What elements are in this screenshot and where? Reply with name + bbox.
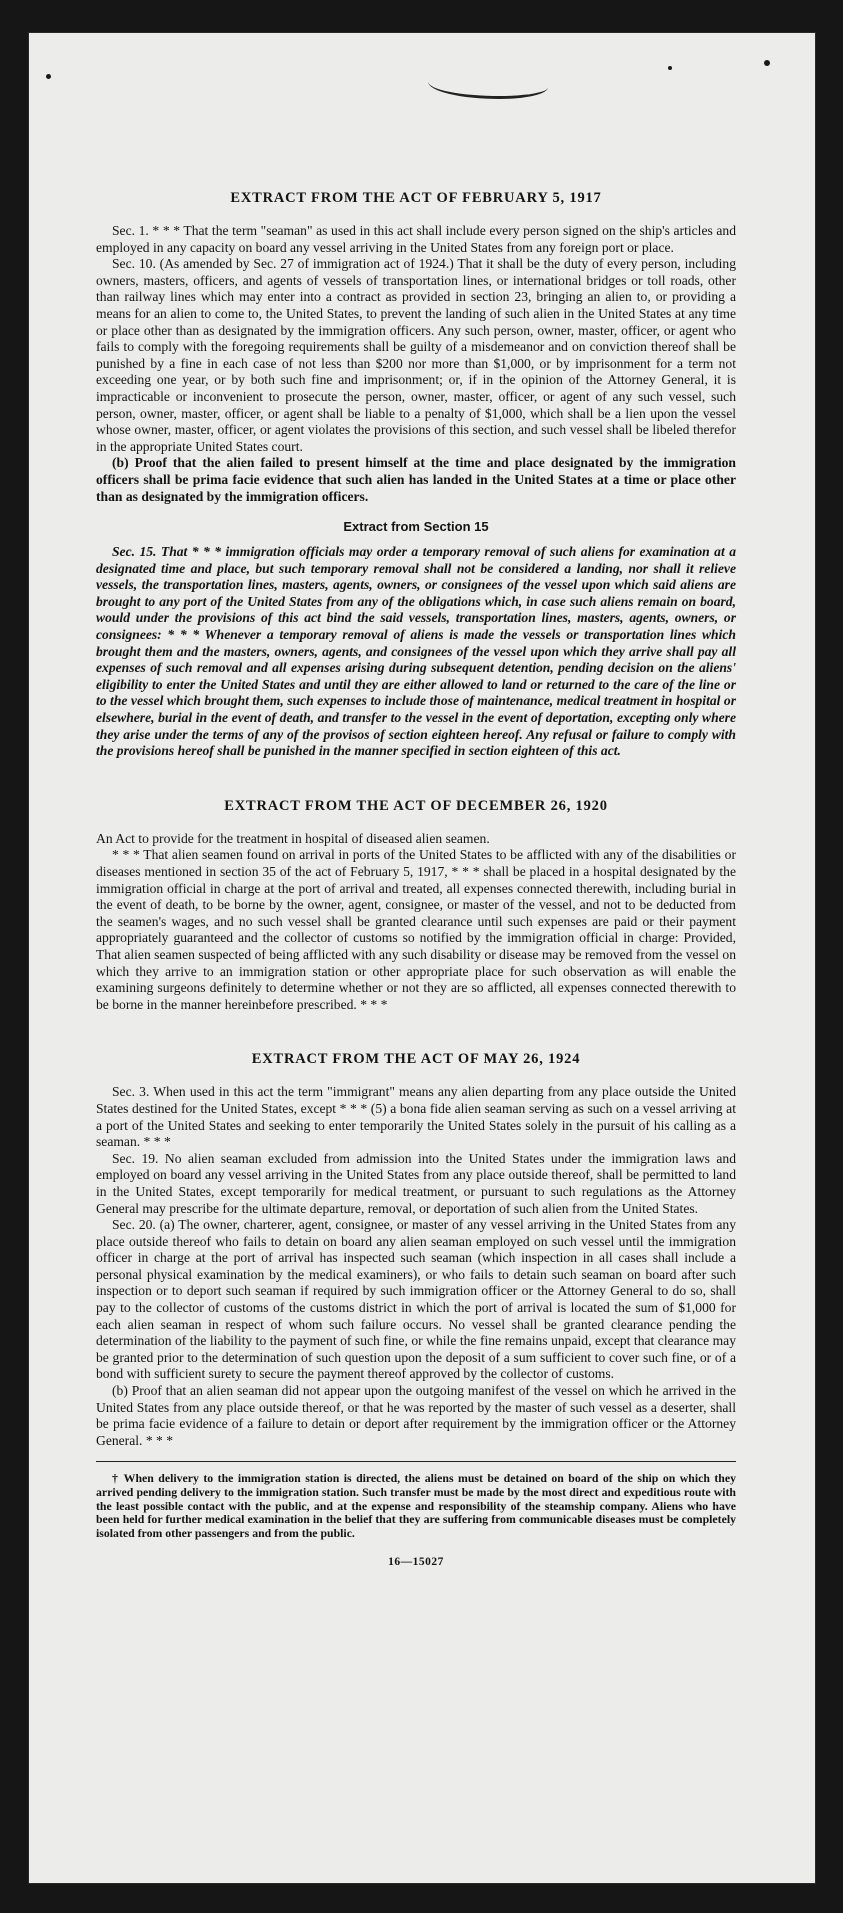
torn-edge-mark: [428, 70, 548, 99]
paper-speck: [668, 66, 672, 70]
act-1924-sec-3: Sec. 3. When used in this act the term "immigrant" means any alien departing from any place outside the United States destined for the United States, except * * * (5) a bona fide alien seaman serving as such on a vessel arriving at a port of the United States and seeking to enter temporarily the United States solely in the pursuit of his calling as a seaman. * * *: [96, 1084, 736, 1150]
act-1924-sec-19: Sec. 19. No alien seaman excluded from admission into the United States under the immigration laws and employed on board any vessel arriving in the United States from any place outside thereof, shall be permitted to land in the United States, except temporarily for medical treatment, or pursuant to such regulations as the Attorney General may prescribe for the ultimate departure, removal, or deportation of such alien from the United States.: [96, 1150, 736, 1216]
page-identifier: 16—15027: [388, 1556, 444, 1569]
act-1924-sec-20b: (b) Proof that an alien seaman did not appear upon the outgoing manifest of the vessel on which he arrived in the United States from any place outside thereof, or that he was reported by the master of such vessel as a deserter, shall be prima facie evidence of a failure to detain or deport after requirement by the immigration officer or the Attorney General. * * *: [96, 1383, 736, 1448]
footnote: [96, 1472, 736, 1540]
document-content: [96, 150, 736, 1568]
act-1917-sec-1: Sec. 1. * * * That the term "seaman" as used in this act shall include every person signed on the ship's articles and employed in any capacity on board any vessel arriving in the United States from any foreign port or place.: [96, 223, 736, 255]
act-1920-title: An Act to provide for the treatment in hospital of diseased alien seamen.: [96, 830, 490, 846]
footnote-divider: [96, 1461, 736, 1462]
footnote-text: † When delivery to the immigration station is directed, the aliens must be detained on board of the ship on which they arrived pending delivery to the immigration station. Such transfer must be made by the most direct and expeditious route with the least possible contact with the public, and at the expense and responsibility of the steamship company. Aliens who have been held for further medical examination in the belief that they are suffering from communicable diseases must be completely isolated from other passengers and from the public.: [96, 1471, 736, 1540]
paper-speck: [46, 74, 51, 79]
section-15-text: Sec. 15. That * * * immigration officials may order a temporary removal of such aliens for examination at a designated time and place, but such temporary removal shall not be considered a landing, nor shall it relieve vessels, the transportation lines, masters, agents, owners, or consignees of the vessel upon which said aliens are brought to any port of the United States from any of the obligations which, in case such aliens remain on board, would under the provisions of this act bind the said vessels, transportation lines, masters, agents, owners, or consignees: * * * Whenever a temporary removal of aliens is made the vessels or transportation lines which brought them and the masters, owners, agents, and consignees of the vessel upon which they arrive shall pay all expenses of such removal and all expenses arising during subsequent detention, pending decision on the aliens' eligibility to enter the United States and until they are either allowed to land or returned to the care of the line or to the vessel which brought them, such expenses to include those of maintenance, medical treatment in hospital or elsewhere, burial in the event of death, and transfer to the vessel in the event of deportation, excepting only where they arise under the terms of any of the provisos of section eighteen hereof. Any refusal or failure to comply with the provisions hereof shall be punished in the manner specified in section eighteen of this act.: [96, 544, 736, 759]
heading-section-15: Extract from Section 15: [343, 519, 489, 535]
heading-act-1917: EXTRACT FROM THE ACT OF FEBRUARY 5, 1917: [230, 190, 602, 206]
act-1924-sec-20a: Sec. 20. (a) The owner, charterer, agent, consignee, or master of any vessel arriving in the United States from any place outside thereof who fails to detain on board any alien seaman employed on such vessel until the immigration officer in charge at the port of arrival has inspected such seaman (which inspection in all cases shall include a personal physical examination by the medical examiners), or who fails to detain such seaman on board after such inspection or to deport such seaman if required by such immigration officer or the Attorney General to do so, shall pay to the collector of customs of the customs district in which the port of arrival is located the sum of $1,000 for each alien seaman in respect of whom such failure occurs. No vessel shall be granted clearance pending the determination of the liability to the payment of such fine, or while the fine remains unpaid, except that clearance may be granted prior to the determination of such question upon the deposit of a sum sufficient to cover such fine, or of a bond with sufficient surety to secure the payment thereof approved by the collector of customs.: [96, 1217, 736, 1382]
act-1920-text: * * * That alien seamen found on arrival in ports of the United States to be afflicted with any of the disabilities or diseases mentioned in section 35 of the act of February 5, 1917, * * * shall be placed in a hospital designated by the immigration official in charge at the port of arrival and treated, all expenses connected therewith, including burial in the event of death, to be borne by the owner, agent, consignee, or master of the vessel, and not to be deducted from the seamen's wages, and no such vessel shall be granted clearance until such expenses are paid or their payment appropriately guaranteed and the collector of customs so notified by the immigration official in charge: Provided, That alien seamen suspected of being afflicted with any such disability or disease may be removed from the vessel on which they arrive to an immigration station or other appropriate place for such observation as will enable the examining surgeons definitely to determine whether or not they are so afflicted, all expenses connected therewith to be borne in the manner hereinbefore prescribed. * * *: [96, 847, 736, 1012]
heading-act-1920: EXTRACT FROM THE ACT OF DECEMBER 26, 1920: [224, 797, 608, 814]
heading-act-1924: EXTRACT FROM THE ACT OF MAY 26, 1924: [251, 1051, 581, 1068]
act-1917-sec-10b: (b) Proof that the alien failed to present himself at the time and place designated by the immigration officers shall be prima facie evidence that such alien has landed in the United States at a time or place other than as designated by the immigration officers.: [96, 455, 736, 504]
paper-speck: [764, 60, 770, 66]
act-1917-sec-10: Sec. 10. (As amended by Sec. 27 of immigration act of 1924.) That it shall be the duty of every person, including owners, masters, officers, and agents of vessels of transportation lines, or international bridges or toll roads, other than railway lines which may enter into a contract as provided in section 23, bringing an alien to, or providing a means for an alien to come to, the United States, to prevent the landing of such alien in the United States at any time or place other than as designated by the immigration officers. Any such person, owner, master, officer, or agent who fails to comply with the foregoing requirements shall be guilty of a misdemeanor and on conviction thereof shall be punished by a fine in each case of not less than $200 nor more than $1,000, or by imprisonment for a term not exceeding one year, or by both such fine and imprisonment; or, if in the opinion of the Attorney General, it is impracticable or inconvenient to prosecute the person, owner, master, officer, or agent of any such vessel, such person, owner, master, officer, or agent shall be liable to a penalty of $1,000, which shall be a lien upon the vessel whose owner, master, officer, or agent violates the provisions of this section, and such vessel shall be libeled therefor in the appropriate United States court.: [96, 256, 736, 454]
